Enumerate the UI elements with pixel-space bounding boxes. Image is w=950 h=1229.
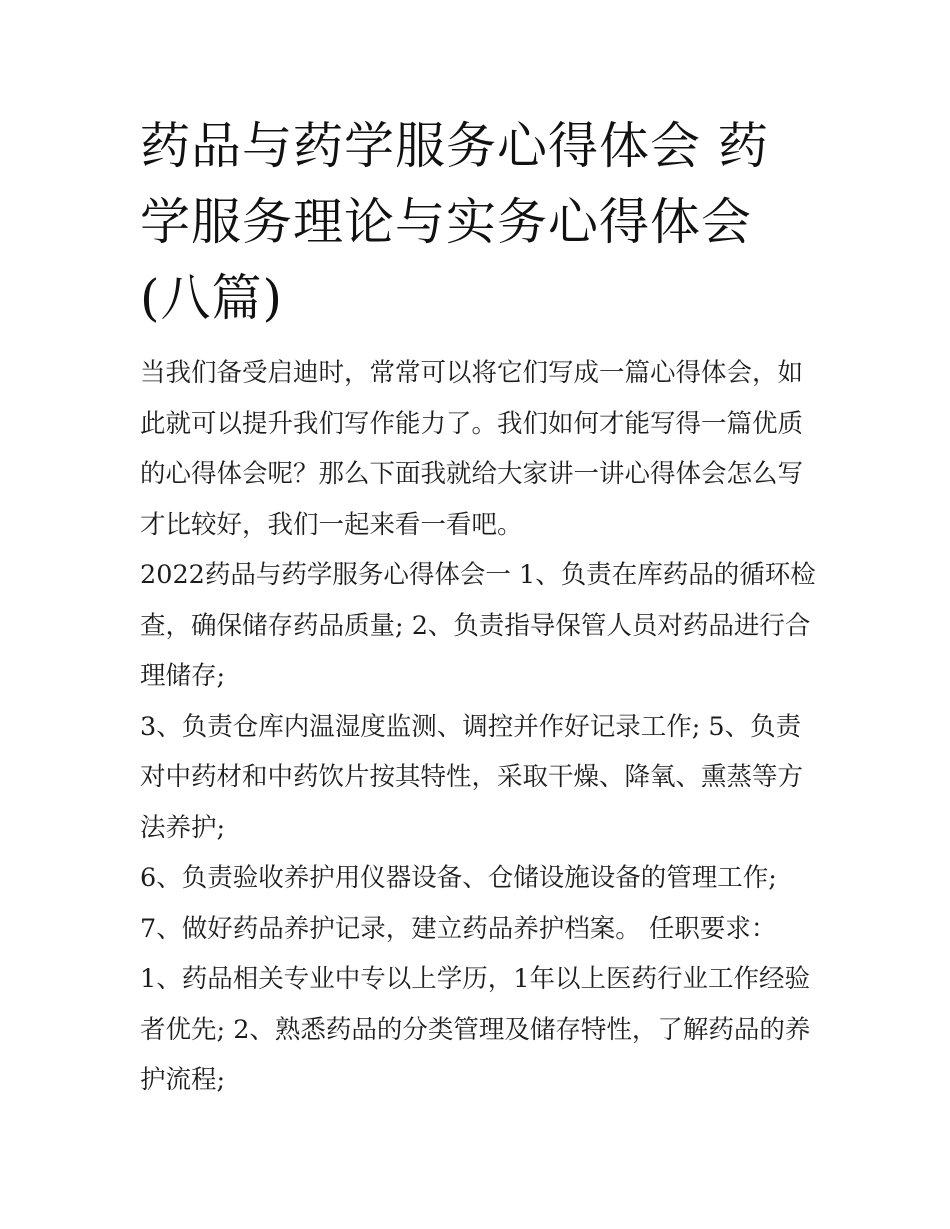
paragraph-duties-1: 2022药品与药学服务心得体会一 1、负责在库药品的循环检查，确保储存药品质量; 2、负责指导保管人员对药品进行合理储存; [140, 560, 816, 691]
paragraph-intro: 当我们备受启迪时，常常可以将它们写成一篇心得体会，如此就可以提升我们写作能力了。我们如何才能写得一篇优质的心得体会呢？那么下面我就给大家讲一讲心得体会怎么写才比较好，我们一起来看一看吧。 [140, 358, 804, 540]
document-title: 药品与药学服务心得体会 药学服务理论与实务心得体会(八篇) [140, 117, 769, 327]
paragraph-duties-3: 6、负责验收养护用仪器设备、仓储设施设备的管理工作; 7、做好药品养护记录，建立药品养护档案。 任职要求： [140, 863, 777, 944]
paragraph-duties-2: 3、负责仓库内温湿度监测、调控并作好记录工作; 5、负责对中药材和中药饮片按其特性，采取干燥、降氧、熏蒸等方法养护; [140, 711, 804, 843]
paragraph-requirements: 1、药品相关专业中专以上学历，1年以上医药行业工作经验者优先; 2、熟悉药品的分类管理及储存特性，了解药品的养护流程; [140, 964, 811, 1095]
document-body [140, 108, 816, 1106]
